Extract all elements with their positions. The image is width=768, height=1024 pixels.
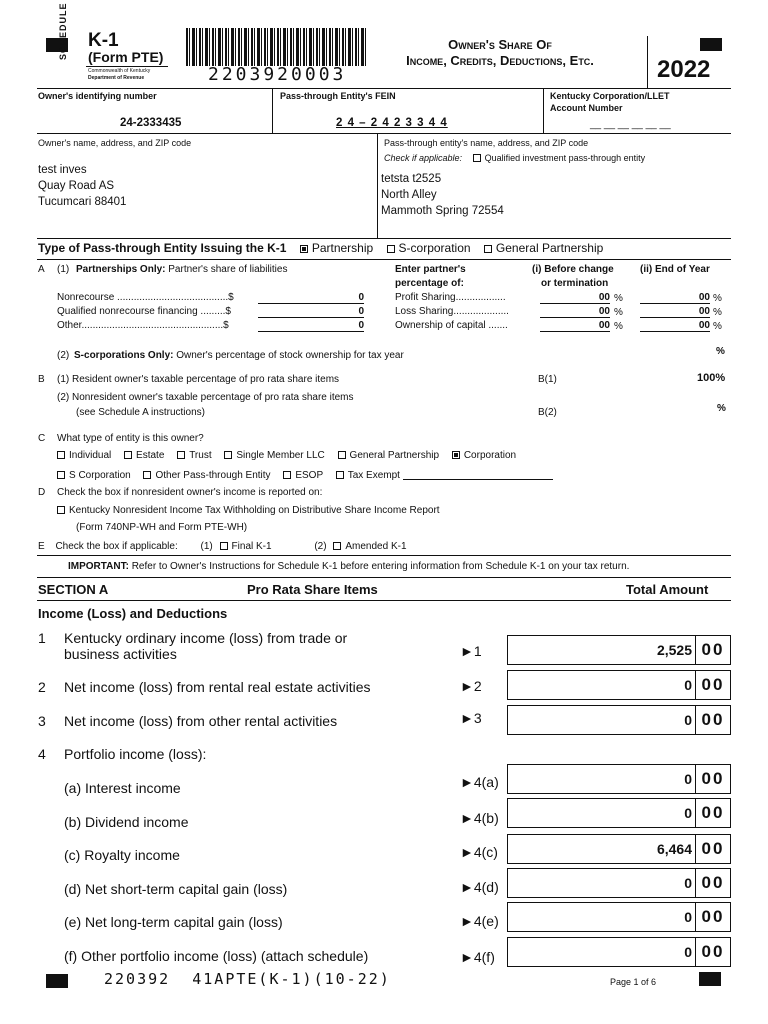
line-2-amount: 0: [684, 677, 692, 693]
line-4f-amount-box[interactable]: [507, 937, 731, 967]
line-4a-amount: 0: [684, 771, 692, 787]
section-a-subhead: Income (Loss) and Deductions: [38, 606, 228, 621]
line-3-num: 3: [38, 713, 46, 729]
line-4b-amount-box[interactable]: [507, 798, 731, 828]
line-1-ref: ►1: [460, 643, 482, 659]
line-4d-cents: 00: [695, 869, 730, 897]
owner-corporation-checkbox[interactable]: [452, 451, 460, 459]
address-bottom-rule: [37, 238, 731, 239]
important-note: [68, 561, 629, 572]
other-liability-label: Other...................................................$: [57, 320, 229, 331]
entity-city[interactable]: Mammoth Spring 72554: [381, 205, 504, 217]
line-4f-cents: 00: [695, 938, 730, 966]
owner-esop-label: ESOP: [295, 470, 323, 481]
owner-s-corp-checkbox[interactable]: [57, 471, 65, 479]
part-b-letter: B: [38, 374, 45, 385]
line-2-text: Net income (loss) from rental real estate activities: [64, 679, 371, 695]
line-4d-ref: ►4(d): [460, 879, 499, 895]
owner-estate-label: Estate: [136, 450, 165, 461]
owner-corporation-label: Corporation: [463, 450, 517, 461]
ky-nonresident-label: Kentucky Nonresident Income Tax Withholding on Distributive Share Income Report: [69, 505, 440, 516]
owner-name[interactable]: test inves: [38, 164, 87, 176]
part-d-letter: D: [38, 487, 46, 498]
id-divider-2: [543, 88, 544, 133]
line-4d-amount-box[interactable]: [507, 868, 731, 898]
line-2-amount-box[interactable]: [507, 670, 731, 700]
registration-mark-bottom-left: [46, 974, 68, 988]
id-row-top-rule: [37, 88, 731, 89]
entity-name[interactable]: tetsta t2525: [381, 173, 442, 185]
owner-tax-exempt-checkbox[interactable]: [336, 471, 344, 479]
part-b-line2-value[interactable]: %: [717, 403, 726, 414]
owner-general-partnership-label: General Partnership: [349, 450, 440, 461]
s-corp-pct[interactable]: %: [716, 346, 725, 357]
footer-form-code: 220392 41APTE(K-1)(10-22): [104, 970, 391, 988]
profit-end-value[interactable]: 00: [640, 292, 710, 304]
line-3-ref: ►3: [460, 710, 482, 726]
final-k1-num: (1): [200, 541, 213, 552]
partnership-label: Partnership: [311, 241, 374, 255]
owner-individual-label: Individual: [69, 450, 112, 461]
part-e-letter: E: [38, 541, 45, 552]
owner-tax-exempt-label: Tax Exempt: [347, 470, 400, 481]
important-bold: IMPORTANT:: [68, 561, 129, 572]
barcode-icon: [186, 28, 366, 66]
agency-line-2: Department of Revenue: [88, 75, 145, 81]
owner-id-label: Owner's identifying number: [38, 91, 157, 101]
general-partnership-checkbox[interactable]: [484, 245, 492, 253]
s-corp-line: [57, 350, 404, 361]
line-4-text: Portfolio income (loss):: [64, 746, 207, 762]
line-3-amount: 0: [684, 712, 692, 728]
owner-individual-checkbox[interactable]: [57, 451, 65, 459]
part-d-option-row: [57, 505, 440, 516]
header-rule: [86, 66, 168, 67]
title-line-1: Owner's Share Of: [448, 37, 552, 52]
form-code: K-1: [88, 30, 119, 51]
before-change-label-2: or termination: [541, 278, 609, 289]
part-a-title-rest: Partner's share of liabilities: [165, 264, 288, 275]
part-a-sub1: (1): [57, 264, 70, 275]
other-liability-value[interactable]: 0: [258, 320, 364, 332]
line-2-ref: ►2: [460, 678, 482, 694]
line-4a-ref: ►4(a): [460, 774, 499, 790]
loss-end-value[interactable]: 00: [640, 306, 710, 318]
line-2-num: 2: [38, 679, 46, 695]
amended-k1-checkbox[interactable]: [333, 542, 341, 550]
ky-corp-label-1: Kentucky Corporation/LLET: [550, 91, 670, 101]
part-b-line1-value[interactable]: 100%: [697, 372, 726, 384]
title-line-2: Income, Credits, Deductions, Etc.: [406, 53, 594, 68]
tax-year: 2022: [657, 56, 711, 83]
profit-before-pct: %: [614, 293, 623, 304]
profit-before-value[interactable]: 00: [540, 292, 610, 304]
line-3-text: Net income (loss) from other rental activities: [64, 713, 338, 729]
line-4c-amount-box[interactable]: [507, 834, 731, 864]
nonrecourse-label: Nonrecourse ........................................$: [57, 292, 234, 303]
s-corp-num: (2): [57, 350, 70, 361]
line-4d-text: (d) Net short-term capital gain (loss): [64, 881, 288, 897]
id-row-bottom-rule: [37, 133, 731, 134]
part-c-question: What type of entity is this owner?: [57, 433, 204, 444]
owner-general-partnership-checkbox[interactable]: [338, 451, 346, 459]
qualified-label: Qualified investment pass-through entity: [484, 153, 646, 163]
ownership-end-value[interactable]: 00: [640, 320, 710, 332]
entity-check-row: [384, 153, 645, 163]
ky-corp-label-2: Account Number: [550, 103, 623, 113]
owner-trust-label: Trust: [189, 450, 212, 461]
line-4a-cents: 00: [695, 765, 730, 793]
line-3-cents: 00: [695, 706, 730, 734]
entity-type-label: Type of Pass-through Entity Issuing the K-1: [38, 241, 287, 255]
address-divider: [377, 133, 378, 238]
loss-sharing-label: Loss Sharing....................: [395, 306, 509, 317]
section-a-center: Pro Rata Share Items: [247, 582, 378, 597]
year-divider: [647, 36, 648, 88]
part-e-row: [38, 541, 407, 552]
part-b-line1-ref: B(1): [538, 374, 557, 385]
line-1-amount-box[interactable]: [507, 635, 731, 665]
ownership-before-pct: %: [614, 321, 623, 332]
footer-page-number: Page 1 of 6: [610, 977, 657, 987]
line-4f-amount: 0: [684, 944, 692, 960]
registration-mark-bottom-right: [699, 972, 721, 986]
general-partnership-label: General Partnership: [495, 241, 604, 255]
owner-smllc-label: Single Member LLC: [236, 450, 325, 461]
s-corporation-checkbox[interactable]: [387, 245, 395, 253]
qualified-nonrecourse-value[interactable]: 0: [258, 306, 364, 318]
partnership-checkbox[interactable]: [300, 245, 308, 253]
loss-before-pct: %: [614, 307, 623, 318]
part-c-letter: C: [38, 433, 46, 444]
line-4f-ref: ►4(f): [460, 949, 495, 965]
ownership-before-value[interactable]: 00: [540, 320, 610, 332]
line-4b-cents: 00: [695, 799, 730, 827]
entity-street[interactable]: North Alley: [381, 189, 437, 201]
line-4c-cents: 00: [695, 835, 730, 863]
line-4f-text: (f) Other portfolio income (loss) (attach schedule): [64, 948, 369, 964]
owner-street[interactable]: Quay Road AS: [38, 180, 115, 192]
line-4b-text: (b) Dividend income: [64, 814, 189, 830]
owner-smllc-checkbox[interactable]: [224, 451, 232, 459]
owner-s-corp-label: S Corporation: [69, 470, 131, 481]
important-text: Refer to Owner's Instructions for Schedule K-1 before entering information from Schedule K-1 on your tax return.: [128, 561, 630, 572]
s-corp-title: S-corporations Only:: [74, 350, 174, 361]
section-a-right: Total Amount: [626, 582, 709, 597]
line-1-amount: 2,525: [656, 642, 692, 658]
section-a-bottom-rule: [37, 600, 731, 601]
owner-esop-checkbox[interactable]: [283, 471, 291, 479]
line-1-cents: 00: [695, 636, 730, 664]
owner-id-value[interactable]: 24-2333435: [120, 117, 182, 129]
amended-k1-num: (2): [314, 541, 327, 552]
amended-k1-label: Amended K-1: [345, 541, 407, 552]
entity-address-label: Pass-through entity's name, address, and ZIP code: [384, 138, 589, 148]
part-b-line2-ref: B(2): [538, 407, 557, 418]
line-4b-ref: ►4(b): [460, 810, 499, 826]
schedule-label: SCHEDULE: [58, 2, 68, 60]
part-d-option2: (Form 740NP-WH and Form PTE-WH): [76, 522, 248, 533]
loss-end-pct: %: [713, 307, 722, 318]
registration-mark-top-right: [700, 38, 722, 51]
line-4c-amount: 6,464: [656, 841, 692, 857]
part-a-letter: A: [38, 264, 45, 275]
part-b-line2a: (2) Nonresident owner's taxable percentage of pro rata share items: [57, 392, 354, 403]
enter-pct-label-2: percentage of:: [395, 278, 464, 289]
owner-other-pte-checkbox[interactable]: [143, 471, 151, 479]
owner-other-pte-label: Other Pass-through Entity: [155, 470, 271, 481]
line-4e-ref: ►4(e): [460, 913, 499, 929]
line-4e-amount-box[interactable]: [507, 902, 731, 932]
line-4e-cents: 00: [695, 903, 730, 931]
section-a-label: SECTION A: [38, 582, 109, 597]
form-subtitle: (Form PTE): [88, 49, 164, 65]
line-4e-amount: 0: [684, 909, 692, 925]
owner-city[interactable]: Tucumcari 88401: [38, 196, 127, 208]
final-k1-label: Final K-1: [231, 541, 272, 552]
part-c-row2: [57, 469, 553, 481]
line-1-text: Kentucky ordinary income (loss) from trade or business activities: [64, 630, 348, 662]
part-d-question: Check the box if nonresident owner's income is reported on:: [57, 487, 323, 498]
line-1-num: 1: [38, 630, 46, 646]
loss-before-value[interactable]: 00: [540, 306, 610, 318]
ownership-capital-label: Ownership of capital .......: [395, 320, 508, 331]
section-a-top-rule: [37, 577, 731, 578]
final-k1-checkbox[interactable]: [220, 542, 228, 550]
line-4b-amount: 0: [684, 805, 692, 821]
tax-exempt-line[interactable]: [403, 469, 553, 480]
part-b-line1: (1) Resident owner's taxable percentage of pro rata share items: [57, 374, 340, 385]
id-divider-1: [272, 88, 273, 133]
s-corp-rest: Owner's percentage of stock ownership for tax year: [173, 350, 404, 361]
line-4c-text: (c) Royalty income: [64, 847, 180, 863]
part-e-rule: [37, 555, 731, 556]
ky-corp-value[interactable]: __ __ __ __ __ __: [590, 119, 671, 130]
profit-end-pct: %: [713, 293, 722, 304]
line-2-cents: 00: [695, 671, 730, 699]
part-b-line2b: (see Schedule A instructions): [76, 407, 205, 418]
entity-check-label: Check if applicable:: [384, 153, 463, 163]
qualified-checkbox[interactable]: [473, 154, 481, 162]
profit-sharing-label: Profit Sharing..................: [395, 292, 506, 303]
end-of-year-label: (ii) End of Year: [640, 264, 710, 275]
ownership-end-pct: %: [713, 321, 722, 332]
line-3-amount-box[interactable]: [507, 705, 731, 735]
fein-value[interactable]: 2 4 – 2 4 2 3 3 4 4: [336, 117, 448, 129]
part-a-title: Partnerships Only:: [76, 264, 166, 275]
line-4c-ref: ►4(c): [460, 844, 498, 860]
before-change-label-1: (i) Before change: [532, 264, 614, 275]
part-e-question: Check the box if applicable:: [55, 541, 178, 552]
barcode-number: 2203920003: [208, 64, 347, 85]
part-c-row1: [57, 450, 516, 461]
s-corporation-label: S-corporation: [398, 241, 471, 255]
qualified-nonrecourse-label: Qualified nonrecourse financing .........$: [57, 306, 231, 317]
nonrecourse-value[interactable]: 0: [258, 292, 364, 304]
line-4e-text: (e) Net long-term capital gain (loss): [64, 914, 283, 930]
owner-address-label: Owner's name, address, and ZIP code: [38, 138, 192, 148]
line-4-num: 4: [38, 746, 46, 762]
fein-label: Pass-through Entity's FEIN: [280, 91, 396, 101]
entity-type-rule: [37, 259, 731, 260]
owner-estate-checkbox[interactable]: [124, 451, 132, 459]
part-a-heading: [57, 264, 287, 275]
entity-type-row: [38, 241, 603, 255]
line-4a-amount-box[interactable]: [507, 764, 731, 794]
agency-line-1: Commonwealth of Kentucky: [88, 68, 151, 74]
ky-nonresident-checkbox[interactable]: [57, 506, 65, 514]
line-4d-amount: 0: [684, 875, 692, 891]
owner-trust-checkbox[interactable]: [177, 451, 185, 459]
enter-pct-label-1: Enter partner's: [395, 264, 466, 275]
line-4a-text: (a) Interest income: [64, 780, 181, 796]
